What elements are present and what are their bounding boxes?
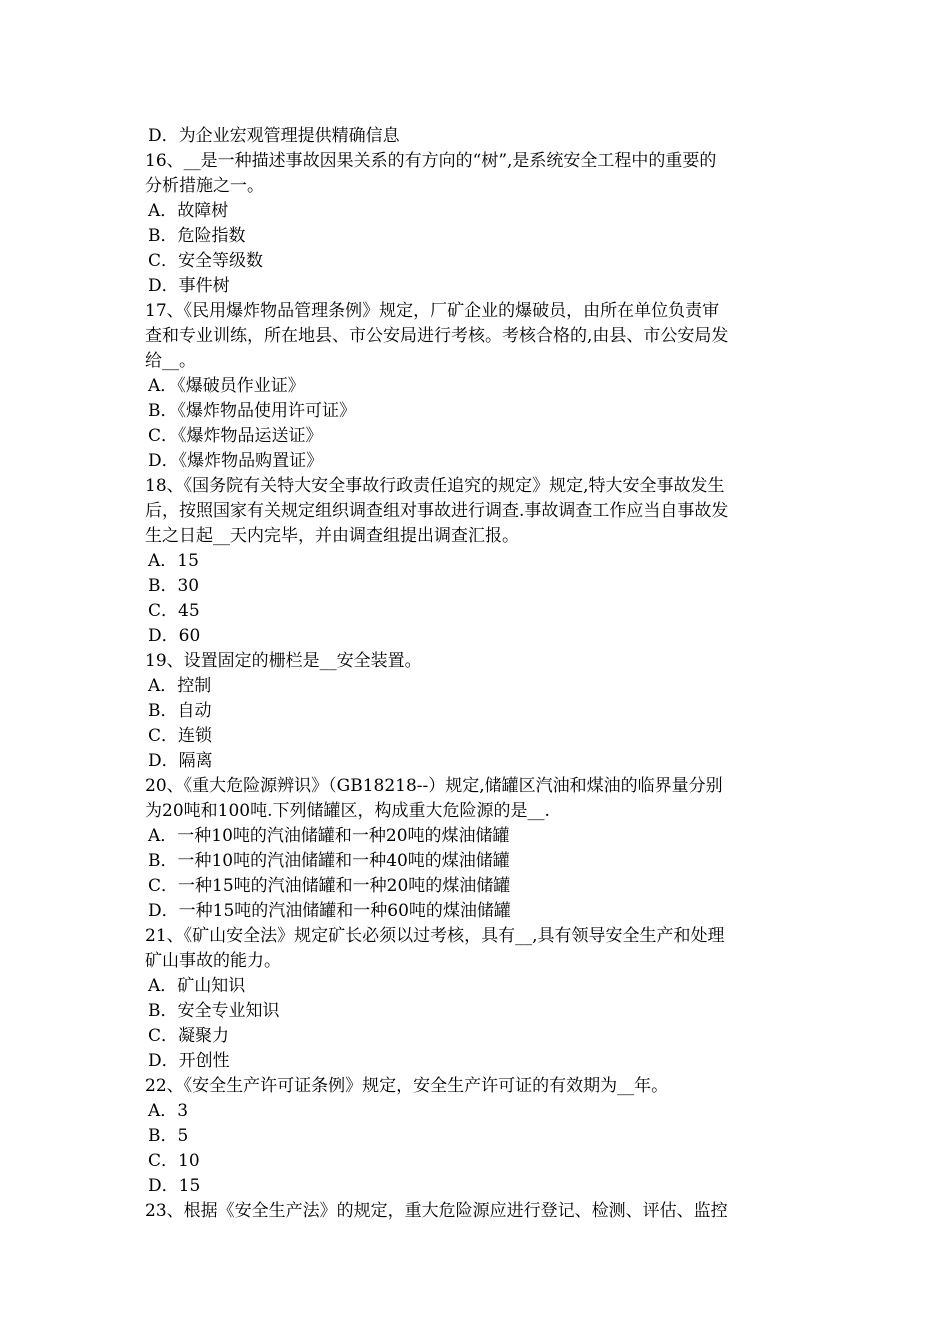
answer-option-line: C．凝聚力 [148,1026,230,1046]
answer-option-line: C．连锁 [148,726,213,746]
answer-option-line: A．15 [148,551,199,571]
answer-option-line: B．30 [148,576,200,596]
answer-option-line: C．安全等级数 [148,251,264,271]
answer-option-line: B．一种10吨的汽油储罐和一种40吨的煤油储罐 [148,851,510,871]
question-text-line: 22、《安全生产许可证条例》规定，安全生产许可证的有效期为__年。 [145,1076,669,1096]
answer-option-line: C．一种15吨的汽油储罐和一种20吨的煤油储罐 [148,876,511,896]
answer-option-line: B．危险指数 [148,226,246,246]
question-text-line: 17、《民用爆炸物品管理条例》规定，厂矿企业的爆破员，由所在单位负责审 [145,301,720,321]
question-text-line: 20、《重大危险源辨识》（GB18218--）规定,储罐区汽油和煤油的临界量分别 [145,776,723,796]
question-text-line: 查和专业训练，所在地县、市公安局进行考核。考核合格的,由县、市公安局发 [145,326,729,346]
answer-option-line: B．自动 [148,701,212,721]
question-text-line: 21、《矿山安全法》规定矿长必须以过考核，具有__,具有领导安全生产和处理 [145,926,725,946]
answer-option-line: A．矿山知识 [148,976,246,996]
question-text-line: 矿山事故的能力。 [145,951,281,971]
document-page [145,124,810,1224]
question-text-line: 为20吨和100吨.下列储罐区，构成重大危险源的是__. [145,801,550,821]
answer-option-line: C．《爆炸物品运送证》 [148,426,323,446]
answer-option-line: D．15 [148,1176,201,1196]
answer-option-line: C．10 [148,1151,200,1171]
answer-option-line: D．开创性 [148,1051,230,1071]
question-text-line: 后，按照国家有关规定组织调查组对事故进行调查.事故调查工作应当自事故发 [145,501,729,521]
question-text-line: 给__。 [145,351,196,371]
answer-option-line: A．控制 [148,676,212,696]
answer-option-line: A．3 [148,1101,189,1121]
answer-option-line: D．为企业宏观管理提供精确信息 [148,126,400,146]
answer-option-line: D．隔离 [148,751,213,771]
answer-option-line: D．60 [148,626,201,646]
answer-option-line: A．《爆破员作业证》 [148,376,305,396]
answer-option-line: D．一种15吨的汽油储罐和一种60吨的煤油储罐 [148,901,511,921]
answer-option-line: A．一种10吨的汽油储罐和一种20吨的煤油储罐 [148,826,510,846]
question-text-line: 23、根据《安全生产法》的规定，重大危险源应进行登记、检测、评估、监控 [145,1201,728,1221]
answer-option-line: D．《爆炸物品购置证》 [148,451,324,471]
question-text-line: 19、设置固定的栅栏是__安全装置。 [145,651,422,671]
question-text-line: 16、__是一种描述事故因果关系的有方向的“树”,是系统安全工程中的重要的 [145,151,717,171]
answer-option-line: B．《爆炸物品使用许可证》 [148,401,356,421]
answer-option-line: C．45 [148,601,200,621]
answer-option-line: A．故障树 [148,201,229,221]
question-text-line: 分析措施之一。 [145,176,264,196]
question-text-line: 18、《国务院有关特大安全事故行政责任追究的规定》规定,特大安全事故发生 [145,476,725,496]
answer-option-line: D．事件树 [148,276,230,296]
answer-option-line: B．5 [148,1126,189,1146]
question-text-line: 生之日起__天内完毕，并由调查组提出调查汇报。 [145,526,519,546]
answer-option-line: B．安全专业知识 [148,1001,280,1021]
